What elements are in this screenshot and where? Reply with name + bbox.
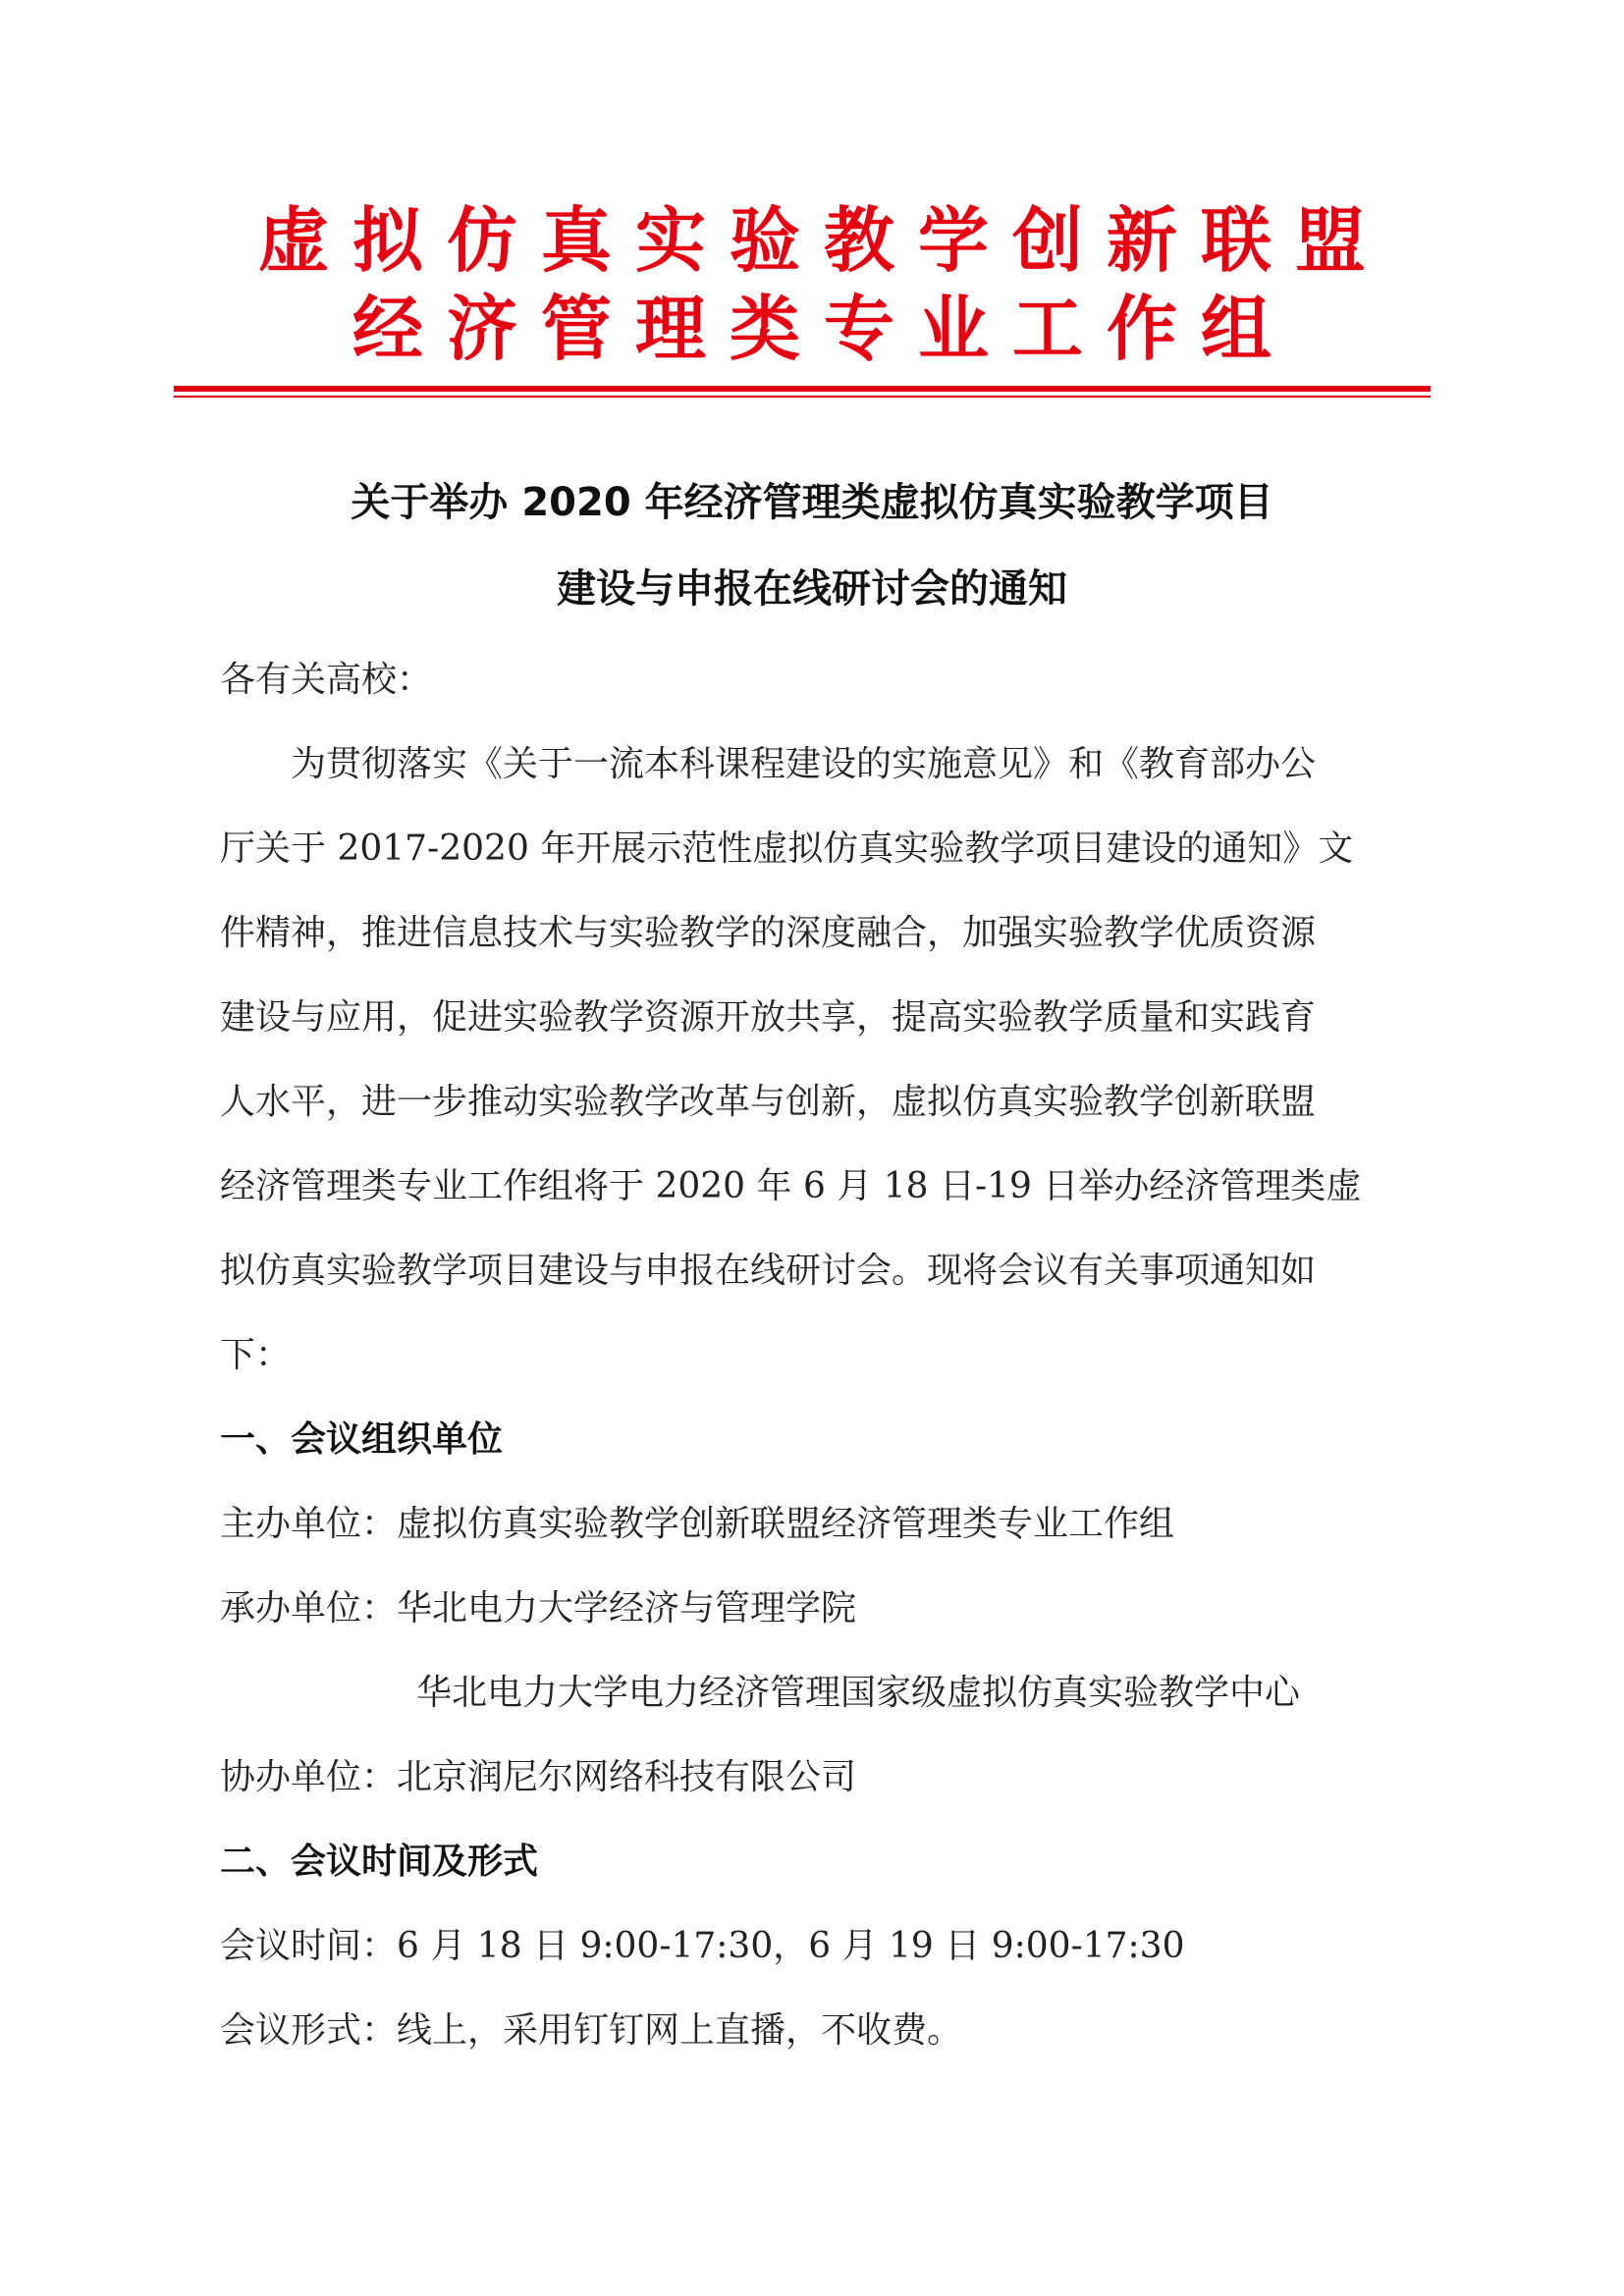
meeting-format: 会议形式：线上，采用钉钉网上直播，不收费。 (220, 2010, 963, 2051)
document-title-line-2: 建设与申报在线研讨会的通知 (557, 566, 1067, 612)
intro-line: 为贯彻落实《关于一流本科课程建设的实施意见》和《教育部办公 (291, 744, 1317, 784)
intro-line: 件精神，推进信息技术与实验教学的深度融合，加强实验教学优质资源 (220, 913, 1317, 953)
host-unit: 主办单位：虚拟仿真实验教学创新联盟经济管理类专业工作组 (220, 1504, 1175, 1544)
intro-line: 经济管理类专业工作组将于 2020 年 6 月 18 日-19 日举办经济管理类虚 (220, 1166, 1362, 1206)
letterhead-line-2: 经济管理类专业工作组 (352, 288, 1295, 370)
letterhead-rule-thick (174, 386, 1431, 392)
salutation: 各有关高校： (220, 660, 433, 700)
co-organizer-unit: 协办单位：北京润尼尔网络科技有限公司 (220, 1757, 857, 1797)
intro-paragraph (220, 722, 1418, 1398)
meeting-time: 会议时间：6 月 18 日 9:00-17:30，6 月 19 日 9:00-17:30 (220, 1926, 1185, 1966)
organizer-unit: 承办单位：华北电力大学经济与管理学院 (220, 1588, 857, 1629)
document-body (220, 638, 1418, 2073)
intro-line: 建设与应用，促进实验教学资源开放共享，提高实验教学质量和实践育 (220, 997, 1317, 1038)
letterhead-line-1: 虚拟仿真实验教学创新联盟 (257, 199, 1389, 282)
letterhead-rule-thin (174, 396, 1431, 398)
section-heading-organizers: 一、会议组织单位 (220, 1419, 504, 1460)
document-title-line-1: 关于举办 2020 年经济管理类虚拟仿真实验教学项目 (351, 480, 1273, 525)
section-heading-time-format: 二、会议时间及形式 (220, 1842, 539, 1882)
intro-line: 拟仿真实验教学项目建设与申报在线研讨会。现将会议有关事项通知如 (220, 1251, 1317, 1291)
intro-line: 下： (220, 1335, 292, 1375)
intro-line: 厅关于 2017-2020 年开展示范性虚拟仿真实验教学项目建设的通知》文 (220, 828, 1354, 869)
intro-line: 人水平，进一步推动实验教学改革与创新，虚拟仿真实验教学创新联盟 (220, 1082, 1317, 1122)
organizer-unit-2: 华北电力大学电力经济管理国家级虚拟仿真实验教学中心 (416, 1673, 1301, 1713)
